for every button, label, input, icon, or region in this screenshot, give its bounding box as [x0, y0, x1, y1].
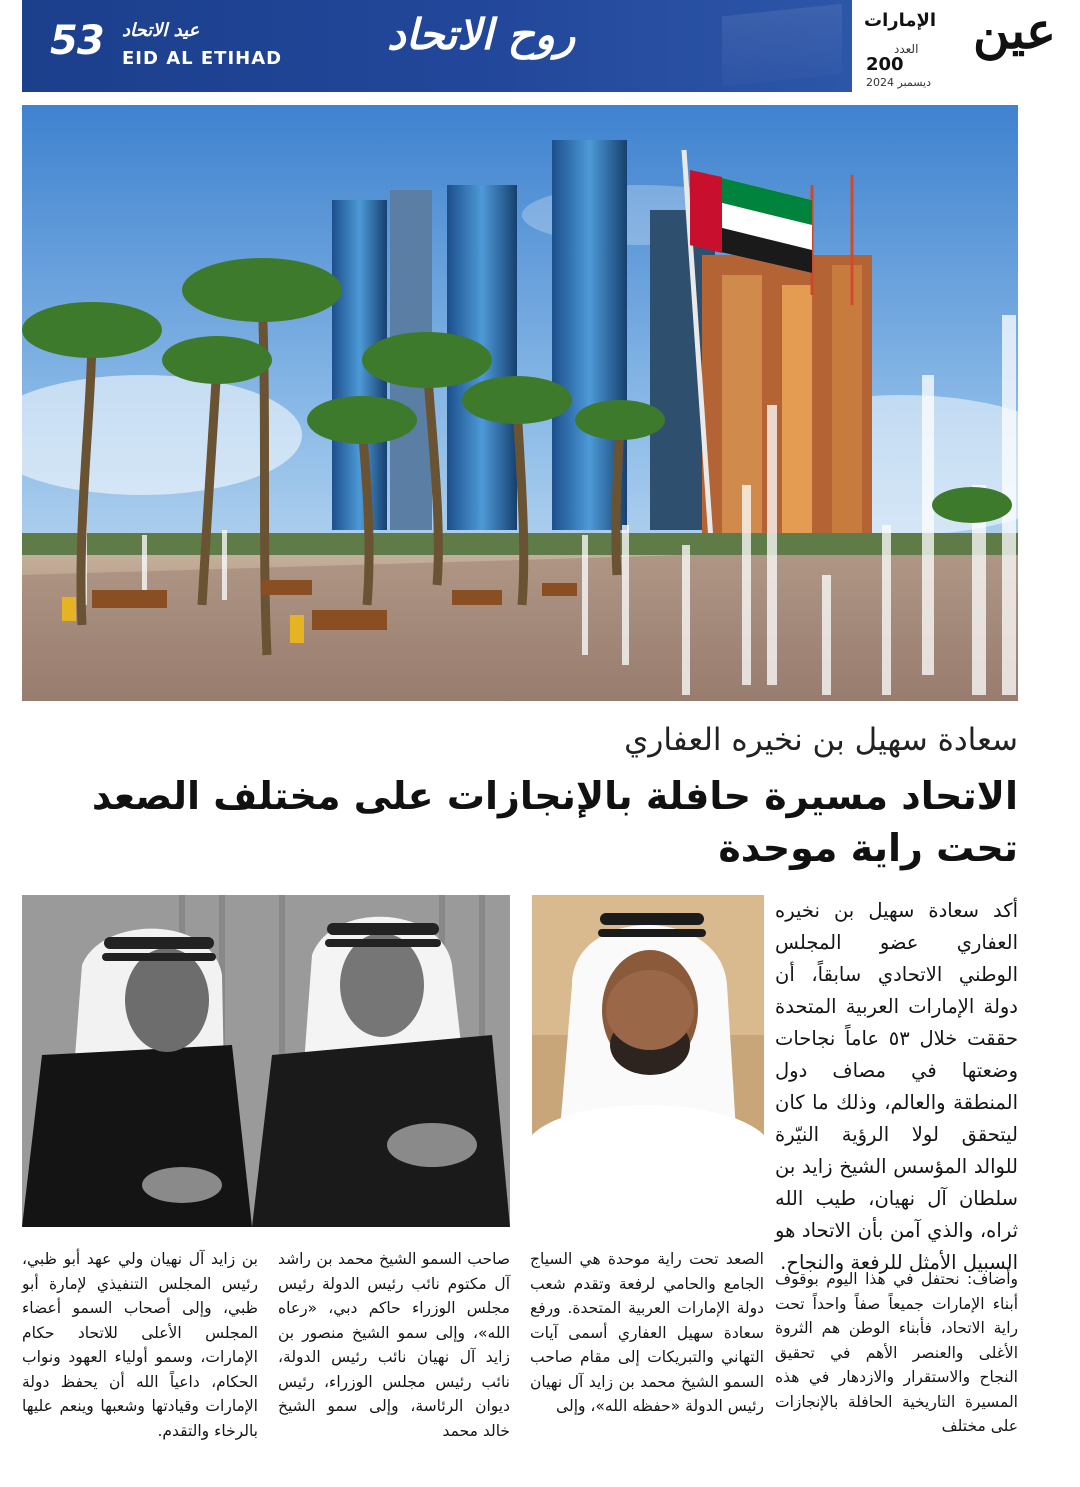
article-paragraph: وأضاف: نحتفل في هذا اليوم بوقوف أبناء الإمارات جميعاً صفاً واحداً تحت راية الاتحاد، فأبناء الوطن هم الثروة الأغلى والعنصر الأهم في تحقيق النجاح والاستقرار والازدهار في هذه المسيرة التاريخية الحافلة بالإنجازات على مختلف [775, 1270, 1018, 1435]
issue-number: 200 [866, 54, 904, 75]
eid-english-label: EID AL ETIHAD [122, 48, 283, 69]
portrait-photo-sohail [532, 895, 764, 1227]
masthead-logo [973, 1, 1056, 60]
article-column-4 [22, 1247, 258, 1443]
article-paragraph: صاحب السمو الشيخ محمد بن راشد آل مكتوم نائب رئيس الدولة رئيس مجلس الوزراء حاكم دبي، «رعاه الله»، وإلى سمو الشيخ منصور بن زايد آل نهيان نائب رئيس الدولة، نائب رئيس مجلس الوزراء، رئيس ديوان الرئاسة، وإلى سمو الشيخ خالد محمد [278, 1250, 510, 1440]
hero-photo-skyline [22, 105, 1018, 701]
issue-label: العدد [894, 42, 919, 56]
eid-arabic-label: عيد الاتحاد [122, 20, 200, 41]
eid-number: 53 [50, 18, 104, 64]
eid-banner [22, 0, 852, 92]
article-paragraph: الصعد تحت راية موحدة هي السياج الجامع والحامي لرفعة وتقدم شعب دولة الإمارات العربية المتحدة. ورفع سعادة سهيل العفاري أسمى آيات التهاني والتبريكات إلى مقام صاحب السمو الشيخ محمد بن زايد آل نهيان رئيس الدولة «حفظه الله»، وإلى [530, 1250, 764, 1415]
article-lead-column [775, 895, 1018, 1279]
article-lead-paragraph: أكد سعادة سهيل بن نخيره العفاري عضو المجلس الوطني الاتحادي سابقاً، أن دولة الإمارات العربية المتحدة حققت خلال ٥٣ عاماً نجاحات وضعتها في مصاف دول المنطقة والعالم، وذلك ما كان ليتحقق لولا الرؤية النيّرة للوالد المؤسس الشيخ زايد بن سلطان آل نهيان، طيب الله ثراه، والذي آمن بأن الاتحاد هو السبيل الأمثل للرفعة والنجاح. [775, 899, 1018, 1274]
article-column-3 [278, 1247, 510, 1443]
article-column-2 [530, 1247, 764, 1419]
masthead [862, 1, 1058, 92]
archive-photo-founders [22, 895, 510, 1227]
spirit-of-union-title: روح الاتحاد [387, 10, 576, 59]
article-kicker: سعادة سهيل بن نخيره العفاري [624, 722, 1018, 758]
article-headline: الاتحاد مسيرة حافلة بالإنجازات على مختلف الصعد تحت راية موحدة [91, 774, 1018, 870]
banner-flag-watermark [722, 4, 842, 87]
article-paragraph: بن زايد آل نهيان ولي عهد أبو ظبي، رئيس المجلس التنفيذي لإمارة أبو ظبي، وإلى أصحاب السمو أعضاء المجلس الأعلى للاتحاد حكام الإمارات، وسمو أولياء العهود ونواب الحكام، داعياً الله أن يحفظ دولة الإمارات وقيادتها وشعبها وينعم عليها بالرخاء والتقدم. [22, 1250, 258, 1440]
article-column-1-continued [775, 1267, 1018, 1439]
issue-date: ديسمبر 2024 [866, 76, 932, 89]
masthead-logo-text: عين [973, 1, 1056, 60]
masthead-emirates: الإمارات [864, 10, 937, 31]
